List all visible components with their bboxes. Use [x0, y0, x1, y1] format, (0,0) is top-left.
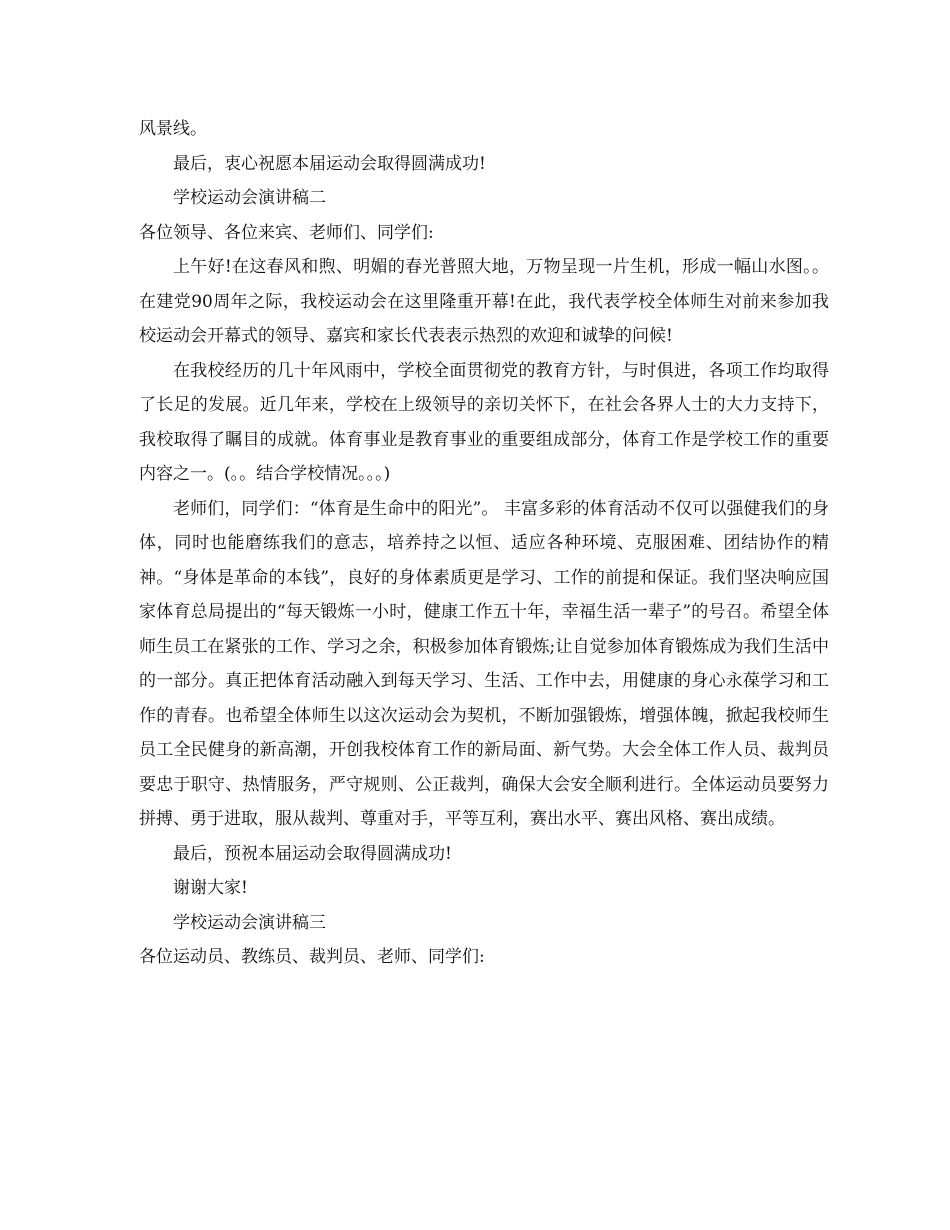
paragraph-thanks: 谢谢大家!	[173, 878, 248, 898]
document-body	[139, 112, 829, 975]
paragraph-greeting: 上午好!在这春风和煦、明媚的春光普照大地，万物呈现一片生机，形成一幅山水图。。在建党90周年之际，我校运动会在这里隆重开幕!在此，我代表学校全体师生对前来参加我校运动会开幕式的领导、嘉宾和家长代表表示热烈的欢迎和诚挚的问候!	[139, 257, 829, 346]
paragraph-sports-value: 老师们，同学们：“体育是生命中的阳光”。 丰富多彩的体育活动不仅可以强健我们的身体，同时也能磨练我们的意志，培养持之以恒、适应各种环境、克服困难、团结协作的精神。“身体是革命的本钱”，良好的身体素质更是学习、工作的前提和保证。我们坚决响应国家体育总局提出的“每天锻炼一小时，健康工作五十年，幸福生活一辈子”的号召。希望全体师生员工在紧张的工作、学习之余，积极参加体育锻炼;让自觉参加体育锻炼成为我们生活中的一部分。真正把体育活动融入到每天学习、生活、工作中去，用健康的身心永葆学习和工作的青春。也希望全体师生以这次运动会为契机，不断加强锻炼，增强体魄，掀起我校师生员工全民健身的新高潮，开创我校体育工作的新局面、新气势。大会全体工作人员、裁判员要忠于职守、热情服务，严守规则、公正裁判，确保大会安全顺利进行。全体运动员要努力拼搏、勇于进取，服从裁判、尊重对手，平等互利，赛出水平、赛出风格、赛出成绩。	[139, 498, 829, 829]
salutation-speech-three: 各位运动员、教练员、裁判员、老师、同学们:	[139, 947, 485, 967]
section-title-speech-three: 学校运动会演讲稿三	[173, 912, 326, 933]
paragraph-final-wish: 最后，预祝本届运动会取得圆满成功!	[173, 843, 452, 864]
paragraph-closing-wish: 最后，衷心祝愿本届运动会取得圆满成功!	[173, 153, 486, 174]
section-title-speech-two: 学校运动会演讲稿二	[173, 188, 326, 208]
paragraph-school-history: 在我校经历的几十年风雨中，学校全面贯彻党的教育方针，与时俱进，各项工作均取得了长足的发展。近几年来，学校在上级领导的亲切关怀下，在社会各界人士的大力支持下，我校取得了瞩目的成就。体育事业是教育事业的重要组成部分，体育工作是学校工作的重要内容之一。(。。结合学校情况。。。)	[139, 360, 829, 484]
paragraph-closing-fragment: 风景线。	[139, 119, 207, 139]
salutation-speech-two: 各位领导、各位来宾、老师们、同学们:	[139, 222, 434, 243]
